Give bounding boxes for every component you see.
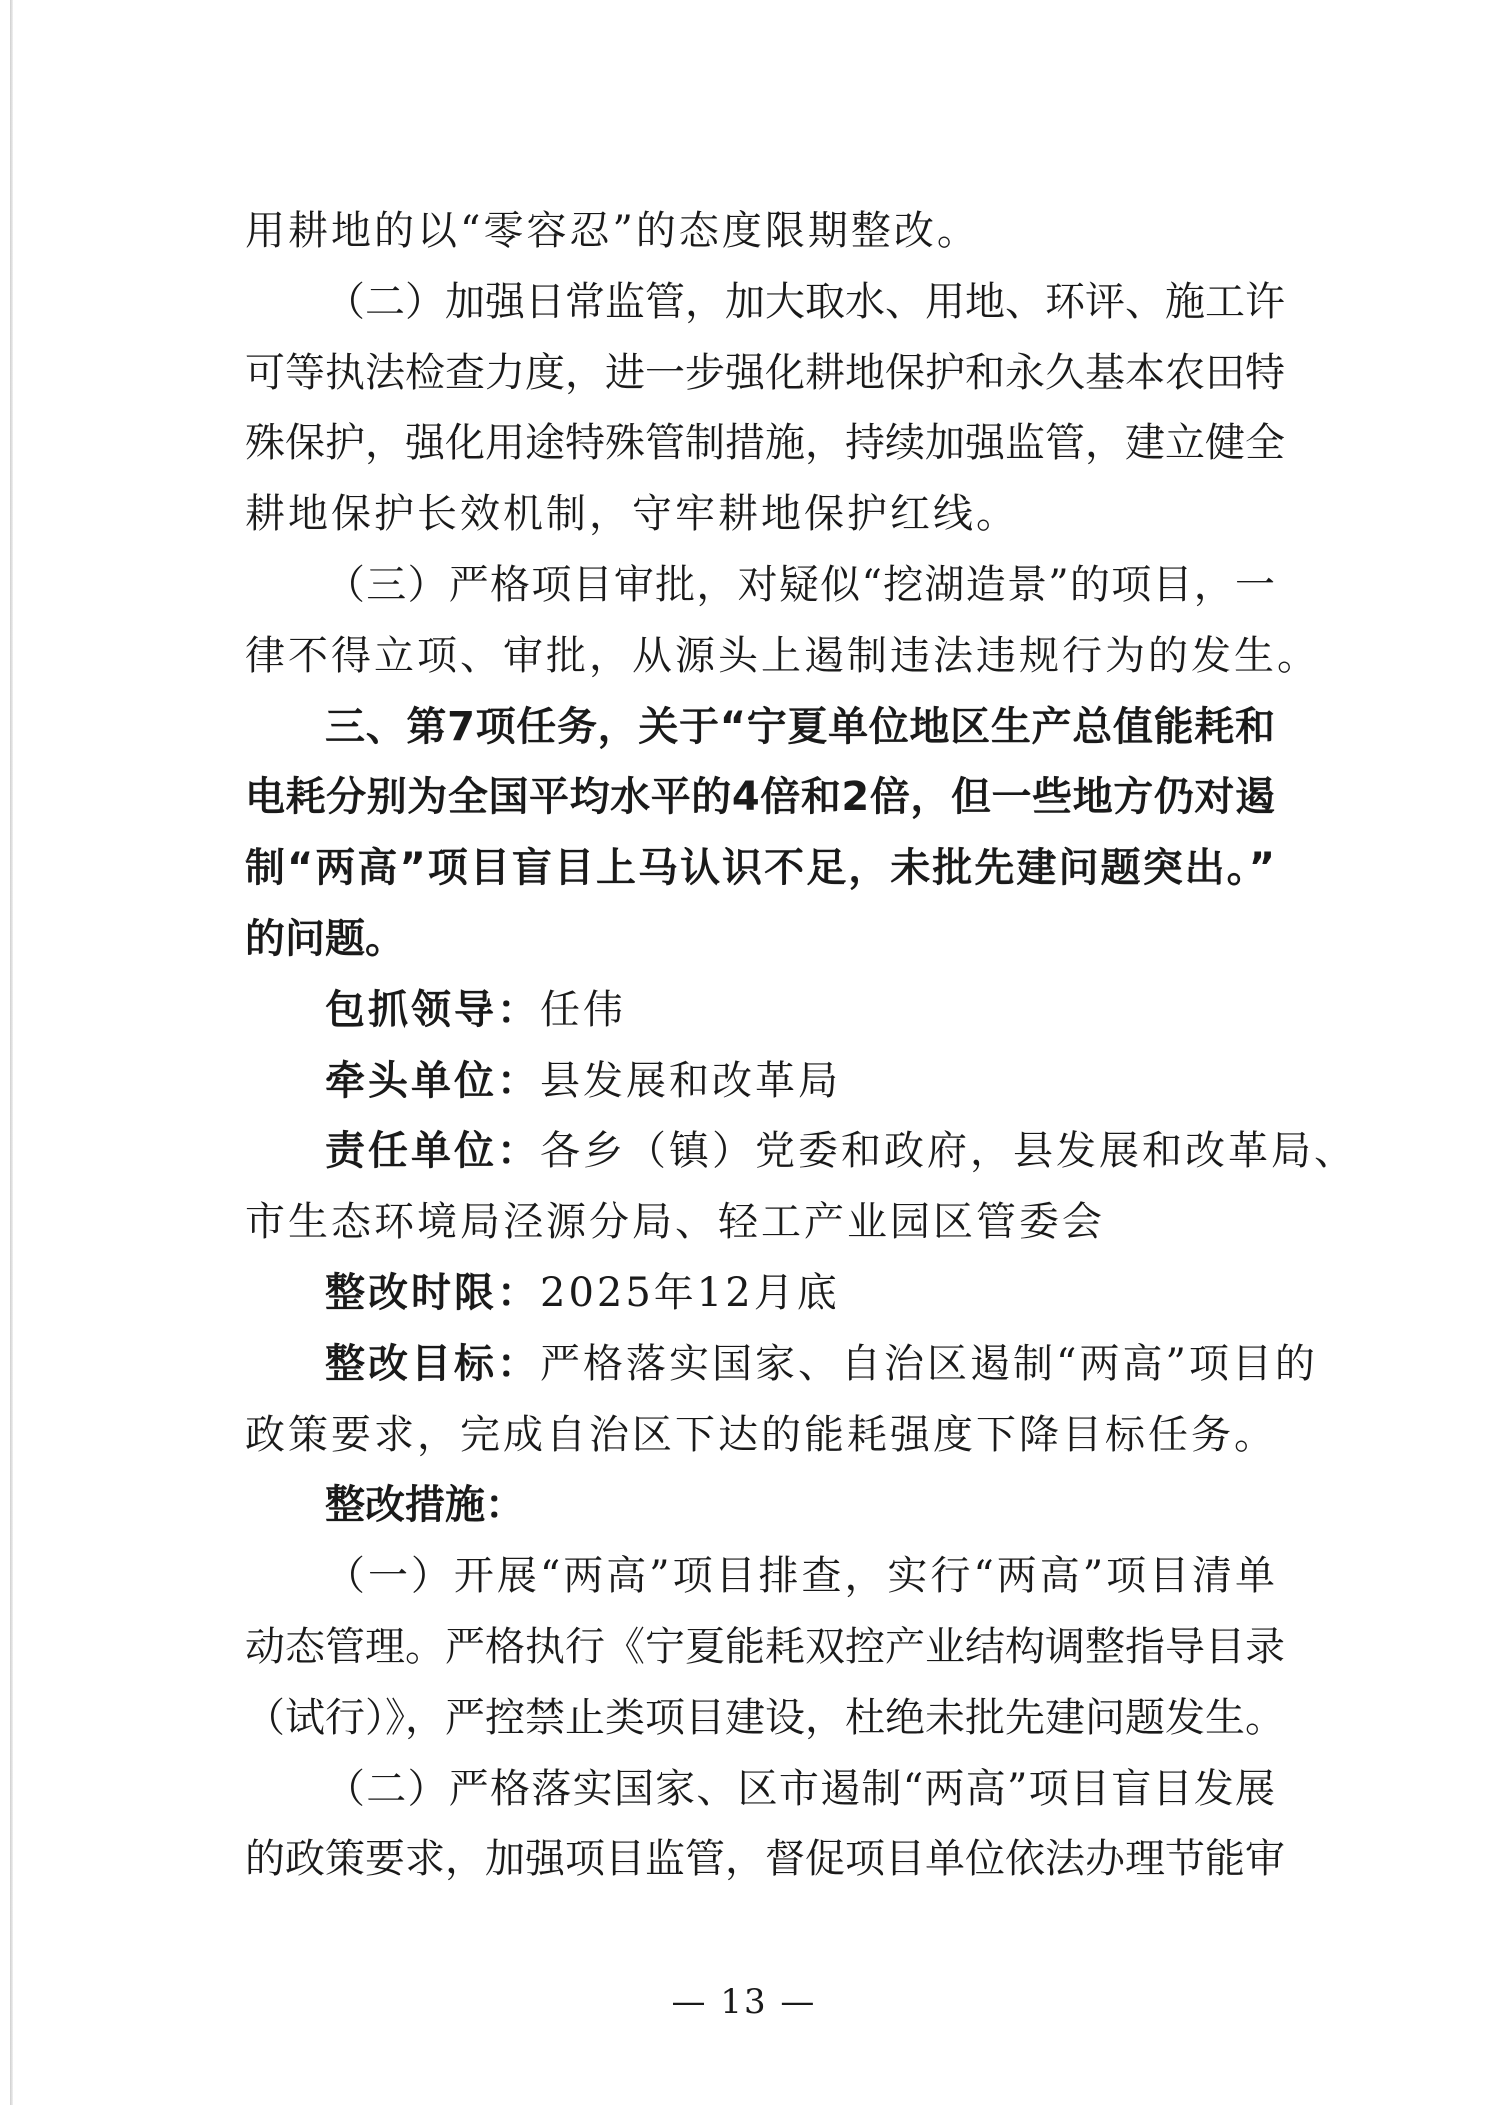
dept-value: 县发展和改革局	[540, 1057, 841, 1104]
measure-line: （试行）》，严控禁止类项目建设，杜绝未批先建问题发生。	[245, 1694, 1285, 1741]
section-heading-line: 的问题。	[245, 915, 405, 962]
lead-row	[245, 975, 1275, 1046]
deadline-value: 2025年12月底	[540, 1269, 840, 1316]
deadline-row	[245, 1258, 1275, 1329]
target-row	[245, 1329, 1318, 1400]
measure-line: 动态管理。严格执行《宁夏能耗双控产业结构调整指导目录	[245, 1623, 1285, 1670]
target-value: 严格落实国家、自治区遏制“两高”项目的	[540, 1340, 1318, 1387]
text-line: 律不得立项、审批，从源头上遏制违法违规行为的发生。	[245, 632, 1320, 679]
target-label: 整改目标：	[325, 1340, 540, 1387]
deadline-label: 整改时限：	[325, 1269, 540, 1316]
dept-label: 牵头单位：	[325, 1057, 540, 1104]
measures-heading: 整改措施：	[325, 1482, 525, 1529]
measure-line: 的政策要求，加强项目监管，督促项目单位依法办理节能审	[245, 1836, 1285, 1883]
lead-value: 任伟	[540, 986, 626, 1033]
target-continuation: 政策要求，完成自治区下达的能耗强度下降目标任务。	[245, 1411, 1277, 1458]
resp-row	[245, 1116, 1357, 1187]
text-line: 可等执法检查力度，进一步强化耕地保护和永久基本农田特	[245, 349, 1285, 396]
resp-value: 各乡（镇）党委和政府，县发展和改革局、	[540, 1128, 1357, 1175]
dept-row	[245, 1046, 1275, 1117]
scan-edge	[10, 0, 13, 2105]
section-heading-line: 制“两高”项目盲目上马认识不足，未批先建问题突出。”	[245, 845, 1275, 892]
text-line: （二）加强日常监管，加大取水、用地、环评、施工许	[325, 278, 1285, 325]
resp-continuation: 市生态环境局泾源分局、轻工产业园区管委会	[245, 1199, 1105, 1246]
text-line: 用耕地的以“零容忍”的态度限期整改。	[245, 208, 980, 254]
text-line: （三）严格项目审批，对疑似“挖湖造景”的项目，一	[325, 561, 1275, 608]
section-heading-line: 三、第7项任务，关于“宁夏单位地区生产总值能耗和	[325, 703, 1275, 750]
text-line: 殊保护，强化用途特殊管制措施，持续加强监管，建立健全	[245, 420, 1285, 467]
text-line: 耕地保护长效机制，守牢耕地保护红线。	[245, 491, 1019, 538]
lead-label: 包抓领导：	[325, 986, 540, 1033]
measure-line: （二）严格落实国家、区市遏制“两高”项目盲目发展	[325, 1765, 1275, 1812]
page-number: — 13 —	[671, 1982, 817, 2022]
document-body	[245, 196, 1357, 1895]
section-heading-line: 电耗分别为全国平均水平的4倍和2倍，但一些地方仍对遏	[245, 774, 1275, 821]
measure-line: （一）开展“两高”项目排查，实行“两高”项目清单	[325, 1553, 1275, 1600]
resp-label: 责任单位：	[325, 1128, 540, 1175]
